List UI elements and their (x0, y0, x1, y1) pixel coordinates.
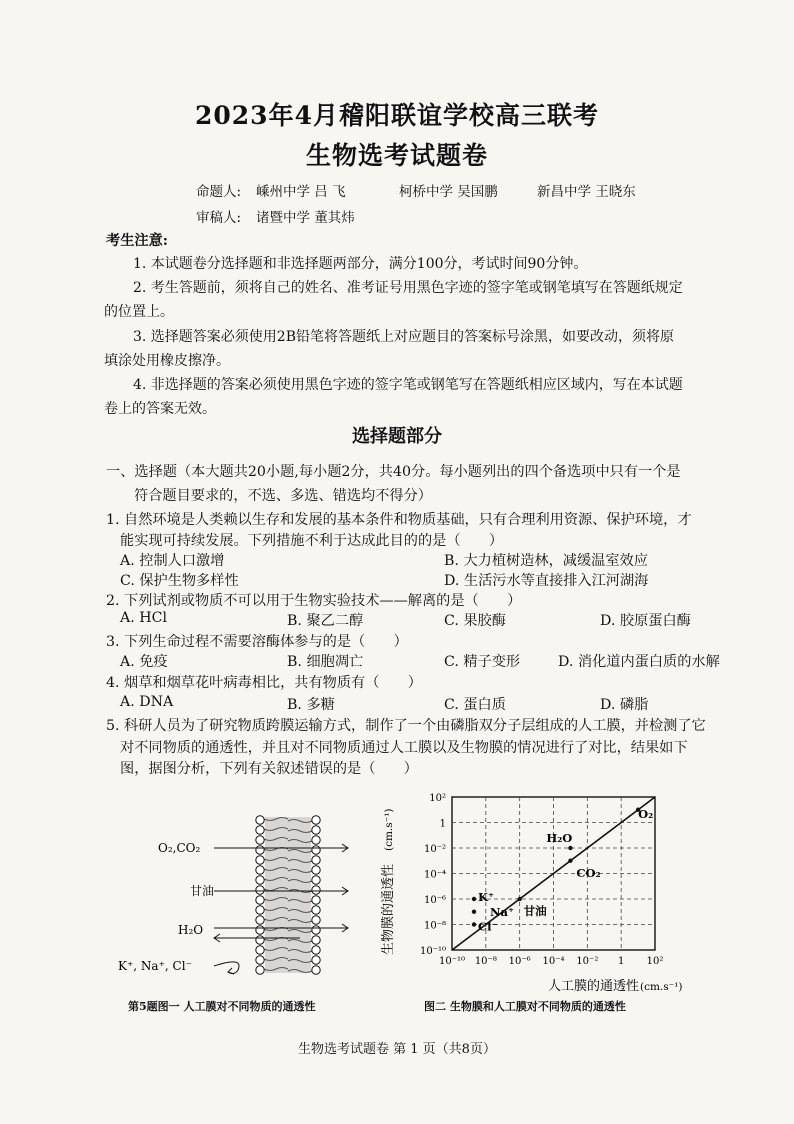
lipid-head-right (312, 966, 320, 974)
notice-item-3-line-2: 填涂处用橡皮擦净。 (104, 353, 230, 369)
lipid-head-left (256, 926, 264, 934)
x-tick-label: 10⁻² (576, 956, 599, 967)
author-2: 柯桥中学 吴国鹏 (399, 184, 498, 200)
data-point (568, 846, 572, 850)
lipid-head-right (312, 836, 320, 844)
q5-stem-line-3: 图，据图分析，下列有关叙述错误的是（ ） (120, 761, 418, 777)
point-label: H₂O (546, 831, 573, 845)
q1-option-c: C. 保护生物多样性 (120, 573, 239, 589)
x-tick-label: 10⁻⁶ (508, 956, 531, 967)
phospholipid-bilayer (256, 816, 320, 974)
q4-option-d: D. 磷脂 (600, 697, 649, 713)
q4-option-b: B. 多糖 (287, 697, 335, 713)
y-tick-label: 10⁻¹⁰ (419, 946, 446, 957)
exam-title: 2023年4月稽阳联谊学校高三联考 (195, 101, 599, 130)
lipid-head-left (256, 966, 264, 974)
authors-label: 命题人: (196, 184, 242, 200)
lipid-head-right (312, 876, 320, 884)
q1-stem-line-2: 能实现可持续发展。下列措施不利于达成此目的的是（ ） (120, 533, 504, 549)
y-tick-label: 10⁻⁸ (423, 920, 446, 932)
label-glycerol: 甘油 (190, 884, 215, 898)
notice-item-4-line-1: 4. 非选择题的答案必须使用黑色字迹的签字笔或钢笔写在答题纸相应区域内，写在本试题 (133, 377, 683, 393)
q3-option-d: D. 消化道内蛋白质的水解 (558, 654, 720, 670)
point-label: 甘油 (523, 904, 547, 918)
lipid-head-right (312, 946, 320, 954)
data-point (472, 897, 476, 901)
lipid-head-right (312, 886, 320, 894)
lipid-head-left (256, 856, 264, 864)
lipid-head-right (312, 816, 320, 824)
x-axis-label: 人工膜的通透性 (548, 979, 640, 994)
q1-option-d: D. 生活污水等直接排入江河湖海 (444, 573, 649, 589)
q1-option-a: A. 控制人口激增 (120, 553, 225, 569)
lipid-head-right (312, 866, 320, 874)
x-tick-label: 10⁻¹⁰ (438, 956, 466, 967)
label-o2-co2: O₂,CO₂ (158, 841, 201, 855)
q2-option-b: B. 聚乙二醇 (287, 613, 364, 629)
y-tick-label: 10² (429, 793, 446, 804)
lipid-head-left (256, 896, 264, 904)
lipid-head-right (312, 906, 320, 914)
y-tick-labels (420, 793, 446, 957)
reviewer-name: 诸暨中学 董其炜 (256, 210, 355, 226)
exam-subtitle: 生物选考试题卷 (305, 141, 488, 170)
q4-option-a: A. DNA (120, 694, 174, 710)
q2-stem: 2. 下列试剂或物质不可以用于生物实验技术——解离的是（ ） (106, 593, 522, 609)
q3-option-c: C. 精子变形 (444, 654, 521, 670)
q1-option-b: B. 大力植树造林，减缓温室效应 (444, 553, 648, 569)
author-1: 嵊州中学 吕 飞 (256, 184, 346, 200)
reviewer-label: 审稿人: (196, 210, 242, 226)
lipid-head-right (312, 896, 320, 904)
point-label: O₂ (638, 806, 654, 821)
part1-intro-line-1: 一、选择题（本大题共20小题,每小题2分，共40分。每小题列出的四个备选项中只有一个是 (106, 464, 681, 480)
lipid-head-right (312, 936, 320, 944)
lipid-head-left (256, 956, 264, 964)
label-ions: K⁺, Na⁺, Cl⁻ (118, 959, 192, 973)
lipid-head-left (256, 886, 264, 894)
q5-stem-line-1: 5. 科研人员为了研究物质跨膜运输方式，制作了一个由磷脂双分子层组成的人工膜，并检测了它 (106, 718, 706, 734)
lipid-head-right (312, 916, 320, 924)
q3-option-a: A. 免疫 (120, 654, 168, 670)
q3-option-b: B. 细胞凋亡 (287, 654, 364, 670)
point-label: Cl⁻ (478, 919, 498, 934)
q2-option-d: D. 胶原蛋白酶 (600, 613, 691, 629)
data-point (568, 859, 572, 863)
page-footer: 生物选考试题卷 第 1 页（共8页） (298, 1042, 496, 1057)
lipid-head-left (256, 846, 264, 854)
q2-option-a: A. HCl (120, 610, 168, 626)
figure1-caption: 第5题图一 人工膜对不同物质的通透性 (128, 1000, 316, 1013)
x-tick-label: 10⁻⁸ (474, 956, 497, 967)
figure1-membrane-diagram (110, 800, 360, 985)
data-point (472, 922, 476, 926)
x-tick-labels (439, 956, 663, 967)
point-label: K⁺ (478, 890, 495, 904)
data-point (472, 910, 476, 914)
lipid-head-right (312, 846, 320, 854)
figure2-permeability-chart (370, 785, 690, 995)
q4-option-c: C. 蛋白质 (444, 697, 506, 713)
lipid-head-left (256, 816, 264, 824)
lipid-head-left (256, 936, 264, 944)
q4-stem: 4. 烟草和烟草花叶病毒相比，共有物质有（ ） (106, 675, 422, 691)
x-tick-label: 10⁻⁴ (542, 956, 565, 967)
notice-item-2-line-1: 2. 考生答题前，须将自己的姓名、准考证号用黑色字迹的签字笔或钢笔填写在答题纸规定 (133, 280, 683, 296)
part1-intro-line-2: 符合题目要求的，不选、多选、错选均不得分） (134, 488, 432, 504)
y-tick-label: 10⁻⁴ (423, 869, 446, 881)
x-axis-unit: (cm.s⁻¹) (640, 981, 683, 993)
point-label: Na⁺ (490, 904, 515, 919)
section-title: 选择题部分 (352, 426, 442, 447)
lipid-head-right (312, 826, 320, 834)
chart-points (472, 807, 653, 934)
x-tick-label: 1 (617, 956, 625, 967)
y-axis-unit: (cm.s⁻¹) (383, 808, 395, 851)
notice-heading: 考生注意: (106, 233, 168, 249)
data-point (517, 897, 521, 901)
lipid-head-left (256, 826, 264, 834)
y-axis-label: 生物膜的通透性 (381, 863, 396, 955)
q2-option-c: C. 果胶酶 (444, 613, 506, 629)
hydrophobic-core (265, 817, 311, 973)
lipid-head-right (312, 926, 320, 934)
y-tick-label: 1 (439, 818, 446, 830)
notice-item-3-line-1: 3. 选择题答案必须使用2B铅笔将答题纸上对应题目的答案标号涂黑，如要改动，须将原 (133, 329, 675, 345)
notice-item-4-line-2: 卷上的答案无效。 (104, 401, 216, 417)
lipid-head-left (256, 876, 264, 884)
lipid-head-left (256, 946, 264, 954)
lipid-head-left (256, 906, 264, 914)
lipid-head-left (256, 836, 264, 844)
notice-item-1: 1. 本试题卷分选择题和非选择题两部分，满分100分，考试时间90分钟。 (133, 256, 588, 272)
q5-stem-line-2: 对不同物质的通透性，并且对不同物质通过人工膜以及生物膜的情况进行了对比，结果如下 (120, 740, 688, 756)
x-tick-label: 10² (646, 956, 664, 967)
y-tick-label: 10⁻⁶ (423, 895, 446, 906)
lipid-head-right (312, 856, 320, 864)
figure2-caption: 图二 生物膜和人工膜对不同物质的通透性 (424, 1000, 626, 1013)
author-3: 新昌中学 王晓东 (537, 184, 636, 200)
lipid-head-right (312, 956, 320, 964)
label-water: H₂O (178, 923, 204, 937)
y-tick-label: 10⁻² (423, 844, 446, 855)
lipid-head-left (256, 866, 264, 874)
lipid-head-left (256, 916, 264, 924)
q1-stem-line-1: 1. 自然环境是人类赖以生存和发展的基本条件和物质基础，只有合理利用资源、保护环境，才 (106, 512, 692, 528)
point-label: CO₂ (576, 865, 601, 880)
q3-stem: 3. 下列生命过程不需要溶酶体参与的是（ ） (106, 634, 408, 650)
notice-item-2-line-2: 的位置上。 (104, 304, 174, 320)
